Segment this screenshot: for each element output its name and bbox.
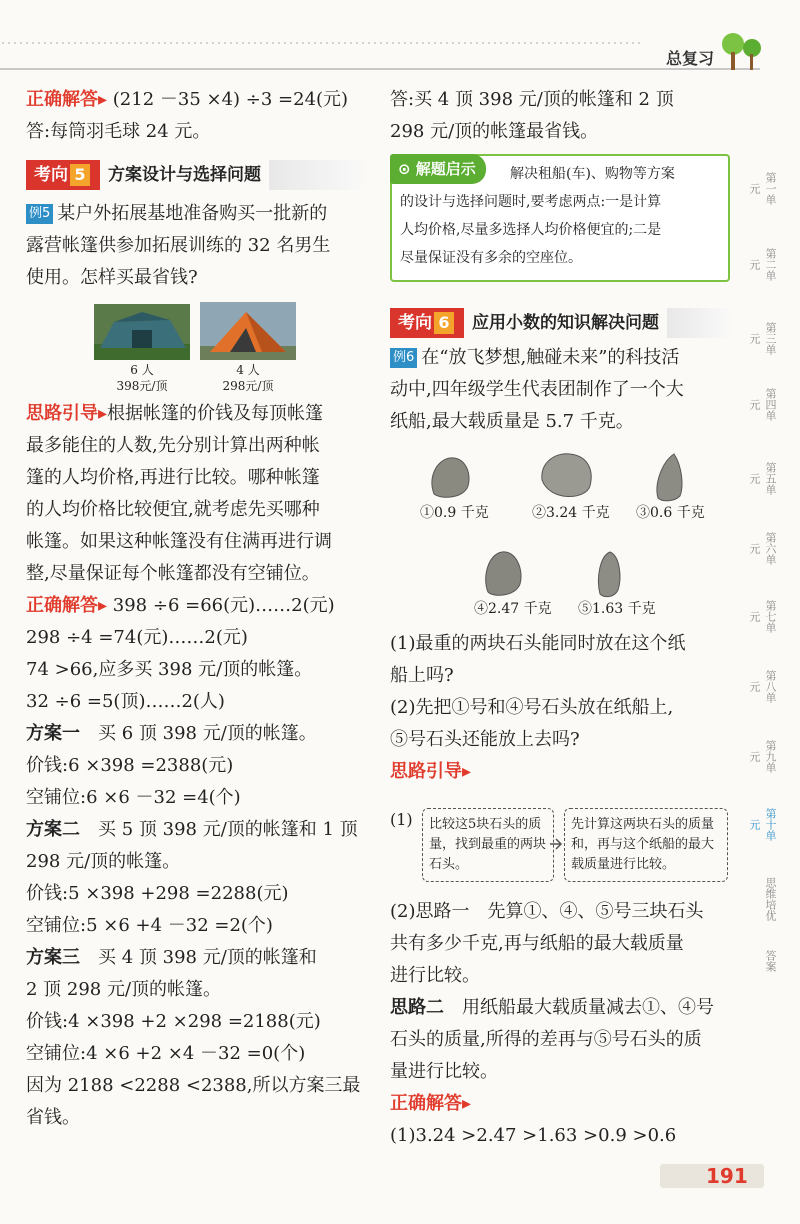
hint-text: 的人均价格比较便宜,就考虑先买哪种: [26, 499, 320, 520]
plan-text: 买 6 顶 398 元/顶的帐篷。: [98, 723, 317, 744]
lightbulb-icon: ⊙: [398, 160, 416, 178]
example-text: 动中,四年级学生代表团制作了一个大: [390, 379, 684, 400]
answer-label: 正确解答: [26, 595, 98, 616]
stone-5-label: ⑤1.63 千克: [578, 601, 656, 617]
tent-6-person-image: [94, 304, 190, 360]
side-tab-thinking[interactable]: 思维培优: [764, 877, 777, 921]
answer-text: 74 >66,应多买 398 元/顶的帐篷。: [26, 659, 313, 680]
plan-price: 价钱:4 ×398 +2 ×298 =2188(元): [26, 1011, 321, 1032]
question-text: (1)最重的两块石头能同时放在这个纸: [390, 633, 686, 654]
hint-path-text: 量进行比较。: [390, 1061, 498, 1082]
hint-path-text: 共有多少千克,再与纸船的最大载质量: [390, 933, 684, 954]
section-title: 方案设计与选择问题: [108, 165, 261, 185]
tent-4-caption: [210, 362, 286, 394]
tip-text: 的设计与选择问题时,要考虑两点:一是计算: [400, 194, 662, 210]
conclusion-text: 因为 2188 <2288 <2388,所以方案三最: [26, 1075, 361, 1096]
tent-4-person-image: [200, 302, 296, 360]
stone-2-label: ②3.24 千克: [532, 505, 610, 521]
hint-path-text: (2)思路一 先算①、④、⑤号三块石头: [390, 901, 704, 922]
answer-text: 398 ÷6 =66(元)……2(元): [112, 595, 335, 616]
plan-empty: 空铺位:6 ×6 －32 =4(个): [26, 787, 241, 808]
header-rule: [0, 68, 760, 70]
questions: (1)最重的两块石头能同时放在这个纸 船上吗? (2)先把①号和④号石头放在纸船上, ⑤号石头还能放上去吗? 思路引导▸: [390, 628, 735, 788]
plan-text: 买 4 顶 398 元/顶的帐篷和: [98, 947, 317, 968]
plan-label: 方案二: [26, 819, 80, 840]
flow-box-1: 比较这5块石头的质量，找到最重的两块石头。: [422, 808, 554, 882]
path-label: 思路二: [390, 997, 444, 1018]
section-6-header: [390, 308, 735, 338]
section-number: 6: [434, 312, 454, 334]
hint-label: 思路引导: [390, 761, 462, 782]
tree-logo-icon: [716, 28, 766, 72]
side-tab-8[interactable]: 第八单元: [748, 669, 777, 703]
tent-4-price: 298元/顶: [222, 379, 274, 393]
page-number: 191: [706, 1164, 748, 1188]
plan-text: 298 元/顶的帐篷。: [26, 851, 181, 872]
plan-empty: 空铺位:4 ×6 +2 ×4 －32 =0(个): [26, 1043, 306, 1064]
side-tab-9[interactable]: 第九单元: [748, 739, 777, 773]
example-text: 露营帐篷供参加拓展训练的 32 名男生: [26, 235, 331, 256]
answer-conclusion: 答:每筒羽毛球 24 元。: [26, 121, 211, 142]
side-tab-6[interactable]: 第六单元: [748, 531, 777, 565]
example-text: 在“放飞梦想,触碰未来”的科技活: [421, 347, 680, 368]
flow-box-2: 先计算这两块石头的质量和，再与这个纸船的最大载质量进行比较。: [564, 808, 728, 882]
hint-text: 篷的人均价格,再进行比较。哪种帐篷: [26, 467, 320, 488]
tip-box: [390, 154, 730, 282]
section-title: 应用小数的知识解决问题: [472, 313, 659, 333]
side-tab-3[interactable]: 第三单元: [748, 321, 777, 355]
right-column: [390, 84, 735, 148]
answer-text: 32 ÷6 =5(顶)……2(人): [26, 691, 225, 712]
side-tab-2[interactable]: 第二单元: [748, 247, 777, 281]
stone-3-image: [652, 452, 686, 502]
answer-text: 298 元/顶的帐篷最省钱。: [390, 121, 599, 142]
stone-1-image: [426, 454, 476, 500]
hint-text: 最多能住的人数,先分别计算出两种帐: [26, 435, 320, 456]
answer-text: 298 ÷4 =74(元)……2(元): [26, 627, 248, 648]
hint-text: 整,尽量保证每个帐篷都没有空铺位。: [26, 563, 320, 584]
tent-6-price: 398元/顶: [116, 379, 168, 393]
question-text: (2)先把①号和④号石头放在纸船上,: [390, 697, 674, 718]
plan-price: 价钱:6 ×398 =2388(元): [26, 755, 234, 776]
section-5-header: [26, 160, 371, 190]
section-tag: 考向: [34, 165, 68, 185]
question-text: ⑤号石头还能放上去吗?: [390, 729, 580, 750]
hint-path-text: 用纸船最大载质量减去①、④号: [462, 997, 714, 1018]
side-tab-7[interactable]: 第七单元: [748, 599, 777, 633]
side-tab-1[interactable]: 第一单元: [748, 171, 777, 205]
hint-path-text: 石头的质量,所得的差再与⑤号石头的质: [390, 1029, 702, 1050]
hint-text: 帐篷。如果这种帐篷没有住满再进行调: [26, 531, 332, 552]
example-tag: 例6: [390, 348, 417, 368]
header-dotted-band: [0, 40, 640, 46]
tent-4-people: 4 人: [236, 363, 260, 377]
stone-2-image: [536, 450, 596, 502]
hint-text: 根据帐篷的价钱及每顶帐篷: [107, 403, 324, 424]
tip-text: 人均价格,尽量多选择人均价格便宜的;二是: [400, 222, 662, 238]
header-title: 总复习: [666, 49, 715, 68]
answer-label: 正确解答: [390, 1093, 462, 1114]
flow-number: (1): [390, 810, 413, 829]
hint-paths: (2)思路一 先算①、④、⑤号三块石头 共有多少千克,再与纸船的最大载质量 进行比较。 思路二 用纸船最大载质量减去①、④号 石头的质量,所得的差再与⑤号石头的质 量进行比较。 正确解答▸ (1)3.24 >2.47 >1.63 >0.9 >0.6: [390, 896, 735, 1152]
conclusion-text: 省钱。: [26, 1107, 80, 1128]
side-tab-5[interactable]: 第五单元: [748, 461, 777, 495]
tip-label: 解题启示: [415, 160, 476, 178]
side-tab-4[interactable]: 第四单元: [748, 387, 777, 421]
tent-6-caption: [104, 362, 180, 394]
stone-1-label: ①0.9 千克: [420, 505, 489, 521]
example-text: 纸船,最大载质量是 5.7 千克。: [390, 411, 634, 432]
right-column-lower: [390, 302, 735, 438]
stone-4-label: ④2.47 千克: [474, 601, 552, 617]
answer-text: (1)3.24 >2.47 >1.63 >0.9 >0.6: [390, 1125, 677, 1146]
tip-tag: [390, 154, 486, 184]
left-column: 正确解答▸ (212 －35 ×4) ÷3 =24(元) 答:每筒羽毛球 24 元。 考向 5 方案设计与选择问题 例5 某户外拓展基地准备购买一批新的 露营帐篷供参加拓展训练的 32 名男生 使用。怎样买最省钱? 6 人 398元/顶 4 人 298元/顶 思路引导▸根据帐篷的价钱及每顶帐篷 最多能住的人数,先分别计算出两种帐 篷的人均价格,再进行比较。哪种帐篷 的人均价格比较便宜,就考虑先买哪种 帐篷。如果这种帐篷没有住满再进行调 整,尽量保证每个帐篷都没有空铺位。 正确解答▸ 398 ÷6 =66(元)……2(元) 298 ÷4 =74(元)……2(元) 74 >66,应多买 398 元/顶的帐篷。 32 ÷6 =5(顶)……2(人) 方案一 买 6 顶 398 元/顶的帐篷。 价钱:6 ×398 =2388(元) 空铺位:6 ×6 －32 =4(个) 方案二 买 5 顶 398 元/顶的帐篷和 1 顶 298 元/顶的帐篷。 价钱:5 ×398 +298 =2288(元) 空铺位:5 ×6 +4 －32 =2(个) 方案三 买 4 顶 398 元/顶的帐篷和 2 顶 298 元/顶的帐篷。 价钱:4 ×398 +2 ×298 =2188(元) 空铺位:4 ×6 +2 ×4 －32 =0(个) 因为 2188 <2288 <2388,所以方案三最 省钱。: [26, 84, 371, 1134]
example-text: 使用。怎样买最省钱?: [26, 267, 198, 288]
tent-6-people: 6 人: [130, 363, 154, 377]
tent-images: [26, 300, 371, 398]
hint-label: 思路引导: [26, 403, 98, 424]
answer-text: (212 －35 ×4) ÷3 =24(元): [112, 89, 349, 110]
side-tab-10[interactable]: 第十单元: [748, 807, 777, 841]
stone-3-label: ③0.6 千克: [636, 505, 705, 521]
section-tag: 考向: [398, 313, 432, 333]
tip-text: 解决租船(车)、购物等方案: [510, 166, 675, 182]
section-number: 5: [70, 164, 90, 186]
plan-price: 价钱:5 ×398 +298 =2288(元): [26, 883, 289, 904]
example-tag: 例5: [26, 204, 53, 224]
side-tab-answers[interactable]: 答案: [764, 950, 777, 972]
answer-label: 正确解答: [26, 89, 98, 110]
answer-text: 答:买 4 顶 398 元/顶的帐篷和 2 顶: [390, 89, 674, 110]
hint-path-text: 进行比较。: [390, 965, 480, 986]
tip-text: 尽量保证没有多余的空座位。: [400, 250, 582, 266]
stone-5-image: [594, 548, 624, 598]
question-text: 船上吗?: [390, 665, 454, 686]
plan-empty: 空铺位:5 ×6 +4 －32 =2(个): [26, 915, 273, 936]
stone-4-image: [480, 548, 526, 598]
plan-label: 方案一: [26, 723, 80, 744]
plan-text: 买 5 顶 398 元/顶的帐篷和 1 顶: [98, 819, 358, 840]
arrow-right-icon: [548, 836, 564, 852]
plan-text: 2 顶 298 元/顶的帐篷。: [26, 979, 222, 1000]
example-text: 某户外拓展基地准备购买一批新的: [57, 203, 328, 224]
plan-label: 方案三: [26, 947, 80, 968]
